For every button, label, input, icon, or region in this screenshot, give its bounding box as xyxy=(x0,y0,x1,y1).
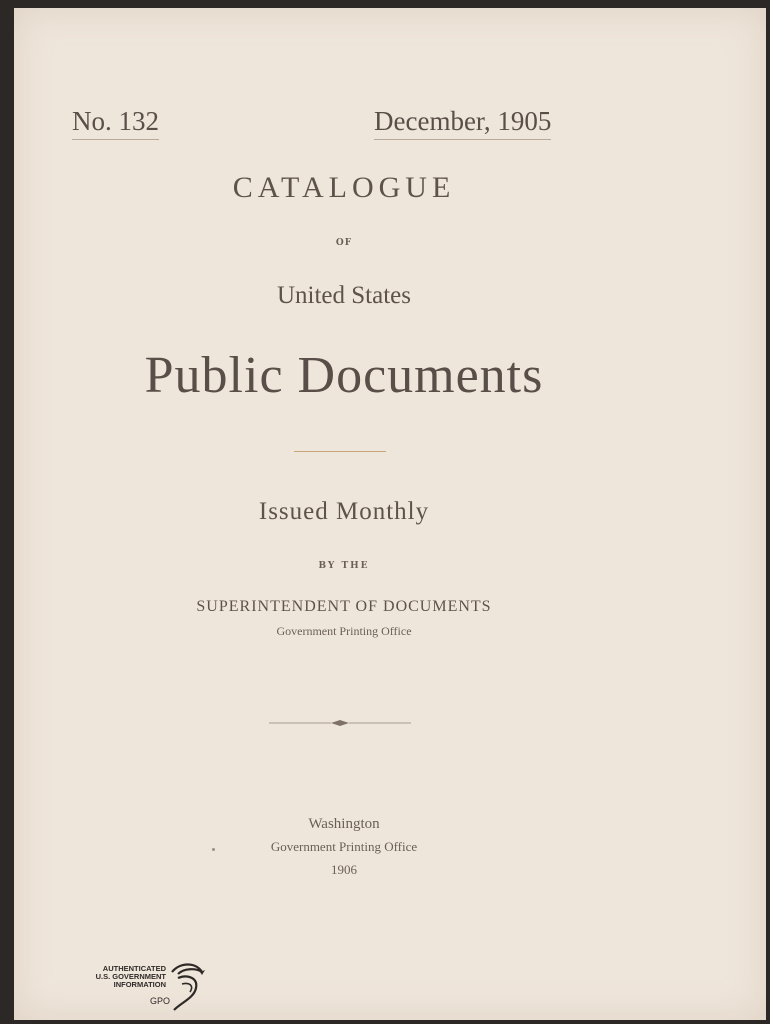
by-the: BY THE xyxy=(318,561,370,571)
seal-gpo: GPO xyxy=(150,996,171,1006)
title-united-states: United States xyxy=(276,282,411,309)
document-page xyxy=(14,8,766,1020)
imprint-place: Washington xyxy=(308,816,380,832)
seal-line-1: AUTHENTICATED xyxy=(102,964,166,973)
seal-text xyxy=(74,965,166,989)
superintendent-of-documents: SUPERINTENDENT OF DOCUMENTS xyxy=(196,598,492,615)
seal-line-2: U.S. GOVERNMENT xyxy=(95,972,166,981)
title-divider xyxy=(294,451,386,452)
title-of: OF xyxy=(335,238,353,248)
eagle-icon xyxy=(166,960,206,1012)
issue-date: December, 1905 xyxy=(374,106,551,140)
ornament-divider xyxy=(269,718,411,728)
seal-line-3: INFORMATION xyxy=(113,980,166,989)
title-catalogue: CATALOGUE xyxy=(232,171,456,204)
gpo-authentication-seal xyxy=(66,958,216,1016)
issuer-office: Government Printing Office xyxy=(276,624,412,638)
title-public-documents: Public Documents xyxy=(144,347,544,404)
imprint-printer: Government Printing Office xyxy=(270,839,418,854)
issue-number: No. 132 xyxy=(72,106,159,140)
paper-speck xyxy=(212,848,215,851)
imprint-year: 1906 xyxy=(331,862,357,877)
issued-monthly: Issued Monthly xyxy=(258,498,430,525)
